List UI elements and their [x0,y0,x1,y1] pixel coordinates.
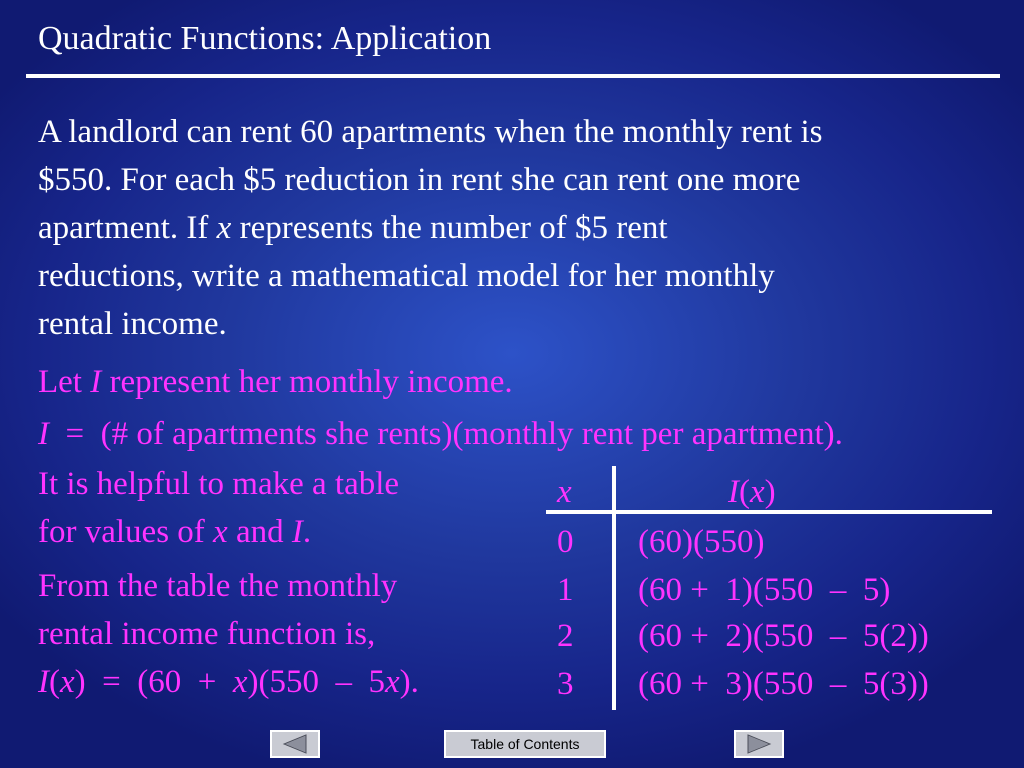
equation-equals: = [49,416,101,452]
fn-open: ( [49,664,60,700]
from-table-line-2: rental income function is, [38,616,376,652]
fn-end: ). [399,664,419,700]
table-row-2-x: 2 [557,618,574,654]
title-underline [26,74,1000,78]
let-post: represent her monthly income. [101,364,513,400]
table-row-0-expr: (60)(550) [638,524,765,560]
header-I-var: I [728,474,739,510]
table-row-2-expr: (60 + 2)(550 – 5(2)) [638,618,929,654]
problem-line-4: reductions, write a mathematical model for her monthly [38,258,775,294]
problem-line-3 [38,204,998,252]
problem-line-3b: represents the number of $5 rent [231,210,668,246]
table-row-1-x: 1 [557,572,574,608]
fn-mid: ) = (60 + [74,664,233,700]
helpful-2c: . [302,514,312,550]
fn-I: I [38,664,49,700]
table-vertical-divider [612,466,616,710]
let-pre: Let [38,364,91,400]
header-x: x [750,474,765,510]
previous-slide-button[interactable] [270,730,320,758]
equation-line [38,410,843,458]
income-function [38,658,419,706]
helpful-2b: and [227,514,292,550]
helpful-line-1: It is helpful to make a table [38,466,400,502]
let-line [38,358,513,406]
helpful-2a: for values of [38,514,214,550]
fn-x3: x [385,664,400,700]
header-close: ) [764,474,776,510]
equation-variable-I: I [38,416,49,452]
triangle-right-icon [746,734,772,754]
header-x-var: x [557,474,572,510]
triangle-left-icon [282,734,308,754]
helpful-I: I [291,514,303,550]
problem-statement [38,108,998,348]
table-row-3-x: 3 [557,666,574,702]
problem-line-5: rental income. [38,306,227,342]
helpful-x: x [213,514,228,550]
table-header-I [728,468,776,516]
equation-rest: (# of apartments she rents)(monthly rent per apartment). [100,416,843,452]
table-of-contents-button[interactable]: Table of Contents [444,730,606,758]
problem-line-1: A landlord can rent 60 apartments when the monthly rent is [38,114,823,150]
next-slide-button[interactable] [734,730,784,758]
variable-I: I [90,364,102,400]
problem-line-2: $550. For each $5 reduction in rent she can rent one more [38,162,801,198]
fn-mid2: )(550 – 5 [247,664,385,700]
slide-title: Quadratic Functions: Application [38,20,492,57]
table-row-0-x: 0 [557,524,574,560]
table-header-x [557,468,572,516]
from-table-line-1: From the table the monthly [38,568,398,604]
fn-x: x [60,664,75,700]
variable-x: x [216,210,232,246]
fn-x2: x [232,664,248,700]
header-open: ( [739,474,750,510]
table-row-3-expr: (60 + 3)(550 – 5(3)) [638,666,929,702]
helpful-line-2 [38,508,311,556]
table-row-1-expr: (60 + 1)(550 – 5) [638,572,891,608]
problem-line-3a: apartment. If [38,210,217,246]
